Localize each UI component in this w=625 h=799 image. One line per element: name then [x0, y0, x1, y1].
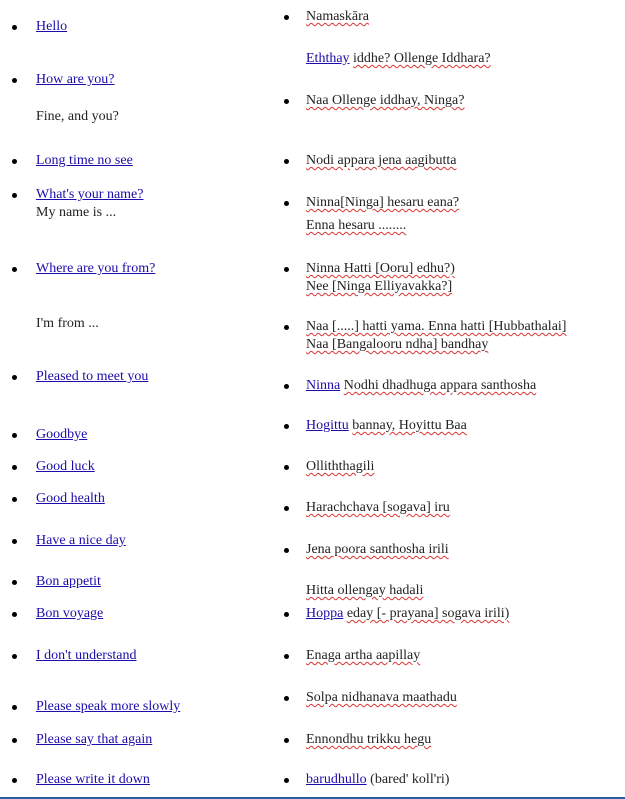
bullet-icon	[284, 548, 289, 553]
bullet-icon	[284, 424, 289, 429]
bullet-icon	[284, 201, 289, 206]
phrase-link-where-are-you-from[interactable]: Where are you from?	[36, 261, 156, 276]
bullet-icon	[284, 738, 289, 743]
phrase-link-long-time-no-see[interactable]: Long time no see	[36, 153, 133, 168]
bullet-icon	[284, 506, 289, 511]
phrase-link-pleased-to-meet-you[interactable]: Pleased to meet you	[36, 369, 149, 384]
translation-naa-hatti: Naa [.....] hatti yama. Enna hatti [Hubbathalai]	[306, 319, 567, 334]
bullet-icon	[284, 778, 289, 783]
phrase-link-bon-appetit[interactable]: Bon appetit	[36, 574, 101, 589]
translation-ninna-hatti: Ninna Hatti [Ooru] edhu?)	[306, 261, 455, 276]
translation-text: (bared' koll'ri)	[370, 772, 450, 787]
bullet-icon	[284, 99, 289, 104]
translation-namaskara: Namaskāra	[306, 9, 369, 24]
translation-hoppa	[306, 605, 509, 623]
translation-link-eththay[interactable]: Eththay	[306, 51, 350, 66]
bullet-icon	[284, 267, 289, 272]
phrase-text-my-name-is: My name is ...	[36, 205, 117, 220]
phrase-link-hello[interactable]: Hello	[36, 19, 68, 34]
phrase-link-goodbye[interactable]: Goodbye	[36, 427, 88, 442]
bullet-icon	[284, 325, 289, 330]
translation-hogittu	[306, 417, 467, 435]
bullet-icon	[284, 696, 289, 701]
translation-jena-poora: Jena poora santhosha irili	[306, 542, 449, 557]
phrase-link-good-luck[interactable]: Good luck	[36, 459, 95, 474]
phrase-text-im-from: I'm from ...	[36, 316, 99, 331]
phrase-link-good-health[interactable]: Good health	[36, 491, 105, 506]
phrase-link-speak-more-slowly[interactable]: Please speak more slowly	[36, 699, 181, 714]
phrase-link-bon-voyage[interactable]: Bon voyage	[36, 606, 104, 621]
translation-harachchava: Harachchava [sogava] iru	[306, 500, 450, 515]
translation-eththay	[306, 50, 491, 68]
translation-text: iddhe? Ollenge Iddhara?	[353, 51, 491, 66]
bullet-icon	[284, 384, 289, 389]
phrase-link-whats-your-name[interactable]: What's your name?	[36, 187, 144, 202]
translation-nodi-appara: Nodi appara jena aagibutta	[306, 153, 457, 168]
translation-link-ninna[interactable]: Ninna	[306, 378, 341, 393]
bullet-icon	[284, 159, 289, 164]
translation-olliththagili: Olliththagili	[306, 459, 375, 474]
translation-ninna-hesaru: Ninna[Ninga] hesaru eana?	[306, 195, 460, 210]
translation-text: Nodhi dhadhuga appara santhosha	[343, 378, 537, 393]
translation-link-hoppa[interactable]: Hoppa	[306, 606, 344, 621]
phrase-link-write-it-down[interactable]: Please write it down	[36, 772, 150, 787]
bullet-icon	[284, 654, 289, 659]
translation-link-barudhullo[interactable]: barudhullo	[306, 772, 367, 787]
translation-naa-bangalooru: Naa [Bangalooru ndha] bandhay	[306, 337, 489, 352]
phrase-link-how-are-you[interactable]: How are you?	[36, 72, 115, 87]
translation-text: bannay, Hoyittu Baa	[352, 418, 467, 433]
bullet-icon	[284, 465, 289, 470]
bullet-icon	[284, 15, 289, 20]
phrase-link-i-dont-understand[interactable]: I don't understand	[36, 648, 137, 663]
translation-barudhullo	[306, 771, 449, 789]
translation-enna-hesaru: Enna hesaru ........	[306, 218, 407, 233]
phrase-link-say-that-again[interactable]: Please say that again	[36, 732, 153, 747]
translation-ennondhu: Ennondhu trikku hegu	[306, 732, 432, 747]
translation-text: eday [- prayana] sogava irili)	[346, 606, 510, 621]
phrase-link-have-a-nice-day[interactable]: Have a nice day	[36, 533, 126, 548]
translation-link-hogittu[interactable]: Hogittu	[306, 418, 349, 433]
translation-solpa: Solpa nidhanava maathadu	[306, 690, 457, 705]
translation-naa-ollenge: Naa Ollenge iddhay, Ninga?	[306, 93, 465, 108]
bullet-icon	[284, 612, 289, 617]
translation-hitta-ollengay: Hitta ollengay hadali	[306, 583, 424, 598]
translation-nee-ninga: Nee [Ninga Elliyavakka?]	[306, 279, 453, 294]
translation-ninna-nodhi	[306, 377, 536, 395]
phrase-text-fine-and-you: Fine, and you?	[36, 109, 119, 124]
translation-enaga-artha: Enaga artha aapillay	[306, 648, 421, 663]
